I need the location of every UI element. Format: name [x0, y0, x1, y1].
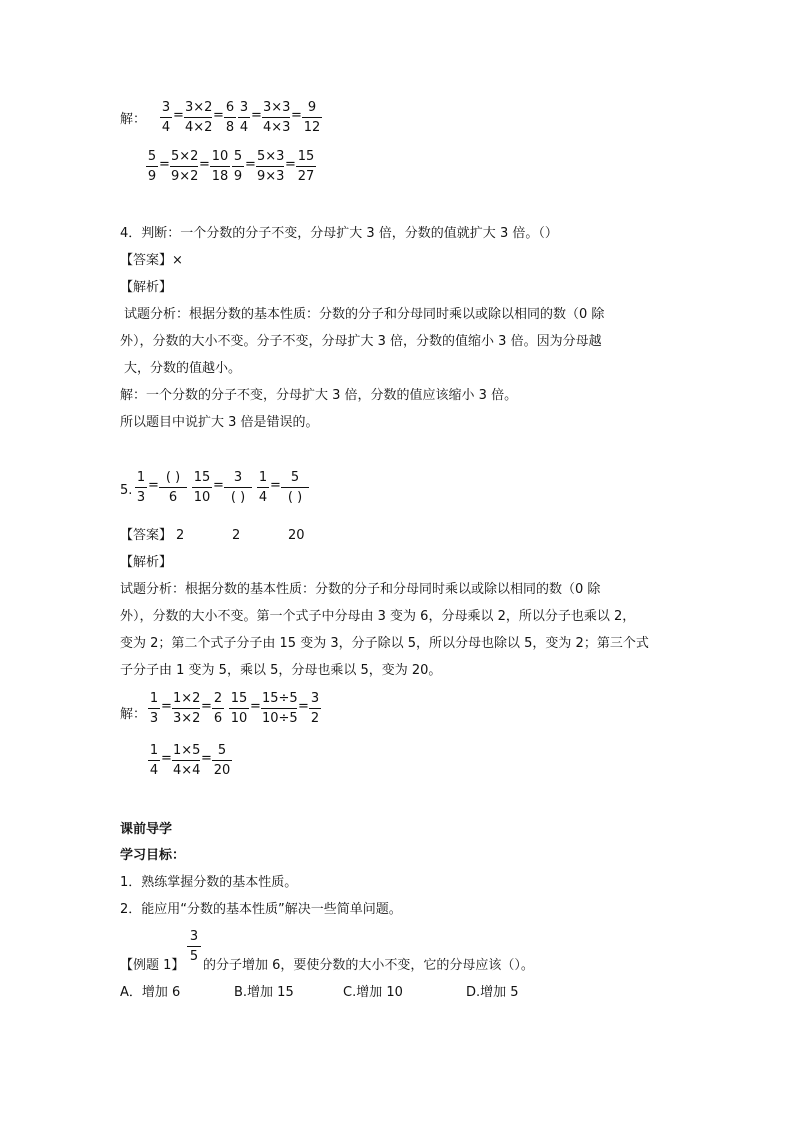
numerator: 3	[187, 928, 201, 947]
option-b: B.增加 15	[234, 985, 294, 1000]
numerator: 15	[192, 469, 212, 488]
fraction	[212, 690, 224, 727]
q4-solution-line: 解：一个分数的分子不变，分母扩大 3 倍，分数的值应该缩小 3 倍。	[120, 388, 518, 403]
fraction	[212, 742, 232, 779]
denominator: 10	[193, 490, 211, 505]
numerator: 1	[257, 469, 269, 488]
q4-analysis-line: 外），分数的大小不变。分子不变，分母扩大 3 倍，分数的值缩小 3 倍。因为分母越	[120, 334, 602, 349]
q4-answer: 【答案】×	[120, 253, 183, 268]
equals-sign: =	[213, 108, 224, 123]
denominator: 4	[149, 763, 159, 778]
example-label: 【例题 1】	[120, 958, 185, 973]
q5-analysis-line: 外），分数的大小不变。第一个式子中分母由 3 变为 6，分母乘以 2，所以分子也乘以 2，	[120, 609, 636, 624]
numerator: 1	[148, 690, 160, 709]
equals-sign: =	[291, 108, 302, 123]
fraction	[309, 690, 321, 727]
fraction	[262, 99, 290, 136]
equals-sign: =	[213, 478, 224, 493]
equals-sign: =	[250, 699, 261, 714]
fraction	[148, 742, 160, 779]
q5-analysis-line: 变为 2；第二个式子分子由 15 变为 3，分子除以 5，所以分母也除以 5，变为 2；第三个式	[120, 636, 649, 651]
fraction	[148, 690, 160, 727]
fraction	[224, 469, 252, 506]
fraction	[192, 469, 212, 506]
fraction	[172, 742, 200, 779]
numerator: 5×2	[170, 148, 198, 167]
q4-analysis-line: 大，分数的值越小。	[124, 361, 242, 376]
q5-solution-label: 解：	[120, 707, 147, 722]
denominator: 4	[258, 490, 268, 505]
denominator: 9	[147, 169, 157, 184]
denominator: 12	[303, 120, 321, 135]
denominator: 3×2	[173, 711, 201, 726]
numerator: 3	[224, 469, 252, 488]
denominator: 10	[230, 711, 248, 726]
fraction	[302, 99, 322, 136]
denominator: 2	[310, 711, 320, 726]
fraction	[238, 99, 250, 136]
numerator: 6	[224, 99, 236, 118]
example-fraction	[187, 928, 201, 965]
denominator: 4	[239, 120, 249, 135]
equals-sign: =	[251, 108, 262, 123]
numerator: 3	[238, 99, 250, 118]
q5-answer-label: 【答案】	[120, 528, 173, 543]
equals-sign: =	[148, 478, 159, 493]
q3-solution-label: 解：	[120, 112, 147, 127]
equals-sign: =	[270, 478, 281, 493]
q4-question: 4．判断：一个分数的分子不变，分母扩大 3 倍，分数的值就扩大 3 倍。（）	[120, 226, 558, 241]
fraction	[281, 469, 309, 506]
denominator: 9	[233, 169, 243, 184]
q5-answer-value: 2	[176, 528, 185, 543]
fraction	[210, 148, 230, 185]
fraction	[135, 469, 147, 506]
equals-sign: =	[199, 157, 210, 172]
denominator: ( )	[230, 490, 246, 505]
denominator: 9×3	[257, 169, 285, 184]
q5-answer	[120, 526, 305, 546]
numerator: 2	[212, 690, 224, 709]
numerator: 5	[281, 469, 309, 488]
fraction	[172, 690, 200, 727]
example-question-text: 的分子增加 6，要使分数的大小不变，它的分母应该（）。	[203, 958, 534, 973]
numerator: 10	[210, 148, 230, 167]
denominator: 5	[189, 949, 199, 964]
learning-goal-item: 2．能应用“分数的基本性质”解决一些简单问题。	[120, 902, 402, 917]
denominator: 3	[149, 711, 159, 726]
equals-sign: =	[161, 751, 172, 766]
numerator: 5	[212, 742, 232, 761]
equals-sign: =	[245, 157, 256, 172]
denominator: 27	[297, 169, 315, 184]
section-heading: 课前导学	[120, 822, 173, 837]
learning-goal-item: 1．熟练掌握分数的基本性质。	[120, 875, 298, 890]
denominator: 3	[136, 490, 146, 505]
numerator: 5	[146, 148, 158, 167]
denominator: 8	[225, 120, 235, 135]
numerator: 3×2	[184, 99, 212, 118]
numerator: 3	[309, 690, 321, 709]
denominator: 4×2	[185, 120, 213, 135]
denominator: 4	[161, 120, 171, 135]
fraction	[146, 148, 158, 185]
denominator: 9×2	[171, 169, 199, 184]
numerator: ( )	[159, 469, 187, 488]
numerator: 15	[296, 148, 316, 167]
numerator: 15÷5	[261, 690, 297, 709]
numerator: 1×5	[172, 742, 200, 761]
equals-sign: =	[159, 157, 170, 172]
fraction	[232, 148, 244, 185]
fraction	[256, 148, 284, 185]
equals-sign: =	[161, 699, 172, 714]
denominator: 18	[211, 169, 229, 184]
equals-sign: =	[298, 699, 309, 714]
q5-analysis-line: 试题分析：根据分数的基本性质：分数的分子和分母同时乘以或除以相同的数（0 除	[120, 582, 601, 597]
denominator: 10÷5	[262, 711, 298, 726]
numerator: 1	[135, 469, 147, 488]
fraction	[296, 148, 316, 185]
denominator: 6	[168, 490, 178, 505]
fraction	[257, 469, 269, 506]
fraction	[170, 148, 198, 185]
q5-analysis-heading: 【解析】	[120, 555, 173, 570]
option-c: C.增加 10	[343, 985, 403, 1000]
option-a: A．增加 6	[120, 985, 181, 1000]
q4-solution-line: 所以题目中说扩大 3 倍是错误的。	[120, 415, 319, 430]
numerator: 5	[232, 148, 244, 167]
equals-sign: =	[285, 157, 296, 172]
equals-sign: =	[201, 751, 212, 766]
q5-answer-value: 20	[288, 528, 305, 543]
q4-analysis-heading: 【解析】	[120, 280, 173, 295]
numerator: 3×3	[262, 99, 290, 118]
q5-analysis-line: 子分子由 1 变为 5，乘以 5，分母也乘以 5，变为 20。	[120, 663, 442, 678]
q5-number: 5.	[120, 483, 133, 498]
fraction	[160, 99, 172, 136]
fraction	[261, 690, 297, 727]
q5-answer-value: 2	[232, 528, 241, 543]
numerator: 3	[160, 99, 172, 118]
denominator: 20	[213, 763, 231, 778]
learning-goals-heading: 学习目标：	[120, 848, 186, 863]
option-d: D.增加 5	[466, 985, 519, 1000]
denominator: 4×4	[173, 763, 201, 778]
fraction	[224, 99, 236, 136]
equals-sign: =	[173, 108, 184, 123]
numerator: 1×2	[172, 690, 200, 709]
numerator: 9	[302, 99, 322, 118]
denominator: ( )	[287, 490, 303, 505]
equals-sign: =	[201, 699, 212, 714]
denominator: 4×3	[263, 120, 291, 135]
denominator: 6	[213, 711, 223, 726]
numerator: 15	[229, 690, 249, 709]
fraction	[159, 469, 187, 506]
fraction	[229, 690, 249, 727]
q4-analysis-line: 试题分析：根据分数的基本性质：分数的分子和分母同时乘以或除以相同的数（0 除	[124, 307, 605, 322]
numerator: 1	[148, 742, 160, 761]
numerator: 5×3	[256, 148, 284, 167]
fraction	[184, 99, 212, 136]
